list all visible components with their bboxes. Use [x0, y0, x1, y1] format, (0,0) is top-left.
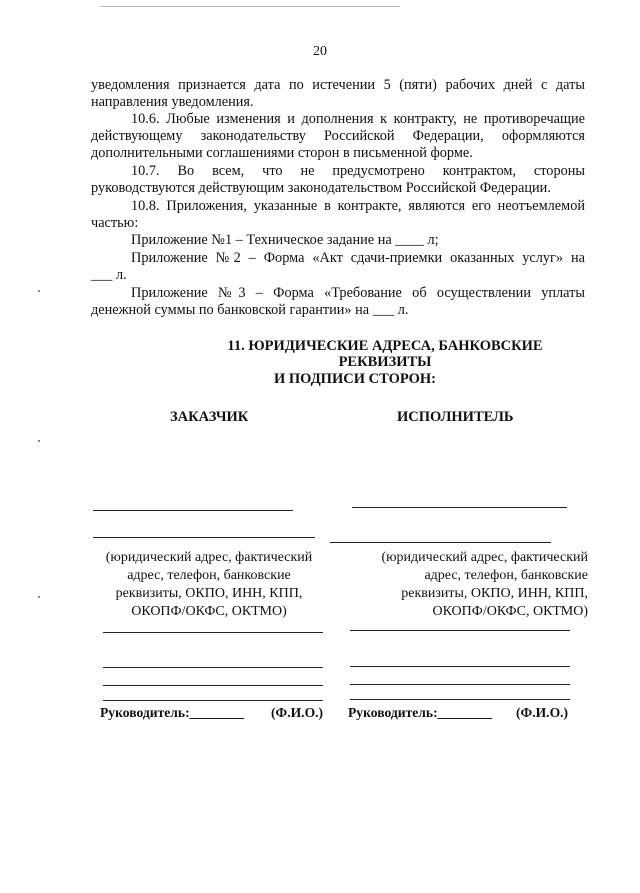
contractor-blank-line: [350, 684, 570, 685]
contractor-requisites: адрес, телефон, банковские: [424, 568, 588, 583]
paragraph-line: 10.8. Приложения, указанные в контракте, являются его неотъемлемой: [131, 198, 585, 214]
customer-blank-line: [103, 632, 323, 633]
contractor-requisites: ОКОПФ/ОКФС, ОКТМО): [432, 604, 588, 619]
scan-edge-line: [100, 6, 400, 7]
contractor-signature-fio: (Ф.И.О.): [516, 705, 569, 720]
customer-requisites: адрес, телефон, банковские: [127, 568, 291, 583]
paragraph-line: действующему законодательству Российской Федерации, оформляются: [91, 128, 585, 144]
customer-requisites: ОКОПФ/ОКФС, ОКТМО): [131, 604, 287, 619]
contractor-requisites: (юридический адрес, фактический: [381, 550, 588, 565]
customer-blank-line: [103, 685, 323, 686]
contractor-requisites: реквизиты, ОКПО, ИНН, КПП,: [401, 586, 588, 601]
customer-signature-label: Руководитель:________: [100, 705, 245, 720]
paragraph-line: частью:: [91, 215, 139, 231]
contractor-label: ИСПОЛНИТЕЛЬ: [397, 409, 514, 425]
contractor-blank-line: [352, 507, 567, 508]
section-title: РЕКВИЗИТЫ: [338, 354, 432, 370]
scan-speck: [38, 440, 40, 442]
appendix-2-cont: ___ л.: [91, 267, 127, 283]
contractor-blank-line: [350, 666, 570, 667]
customer-blank-line: [103, 667, 323, 668]
customer-requisites: реквизиты, ОКПО, ИНН, КПП,: [115, 586, 303, 601]
customer-signature-fio: (Ф.И.О.): [271, 705, 324, 720]
paragraph-line: руководствуются действующим законодательством Российской Федерации.: [91, 180, 551, 196]
customer-label: ЗАКАЗЧИК: [170, 409, 249, 425]
customer-requisites: (юридический адрес, фактический: [105, 550, 313, 565]
appendix-2: Приложение №2 – Форма «Акт сдачи-приемки оказанных услуг» на: [131, 250, 585, 266]
scan-speck: [38, 290, 40, 292]
appendix-1: Приложение №1 – Техническое задание на ____ л;: [131, 232, 439, 248]
paragraph-line: направления уведомления.: [91, 94, 254, 110]
customer-blank-line: [93, 510, 293, 511]
customer-blank-line: [103, 700, 323, 701]
section-title: И ПОДПИСИ СТОРОН:: [273, 371, 437, 387]
paragraph-line: 10.7. Во всем, что не предусмотрено контрактом, стороны: [131, 163, 585, 179]
contractor-signature-label: Руководитель:________: [348, 705, 493, 720]
contractor-blank-line: [350, 699, 570, 700]
appendix-3: Приложение №3 – Форма «Требование об осуществлении уплаты: [131, 285, 585, 301]
page-number: 20: [313, 44, 327, 59]
appendix-3-cont: денежной суммы по банковской гарантии» на ___ л.: [91, 302, 409, 318]
section-title: 11. ЮРИДИЧЕСКИЕ АДРЕСА, БАНКОВСКИЕ: [227, 338, 543, 354]
scan-speck: [38, 596, 40, 598]
contractor-blank-line: [330, 542, 551, 543]
paragraph-line: 10.6. Любые изменения и дополнения к контракту, не противоречащие: [131, 111, 585, 127]
customer-blank-line: [93, 537, 315, 538]
paragraph-line: уведомления признается дата по истечении 5 (пяти) рабочих дней с даты: [91, 77, 585, 93]
paragraph-line: дополнительными соглашениями сторон в письменной форме.: [91, 145, 473, 161]
contractor-blank-line: [350, 630, 570, 631]
